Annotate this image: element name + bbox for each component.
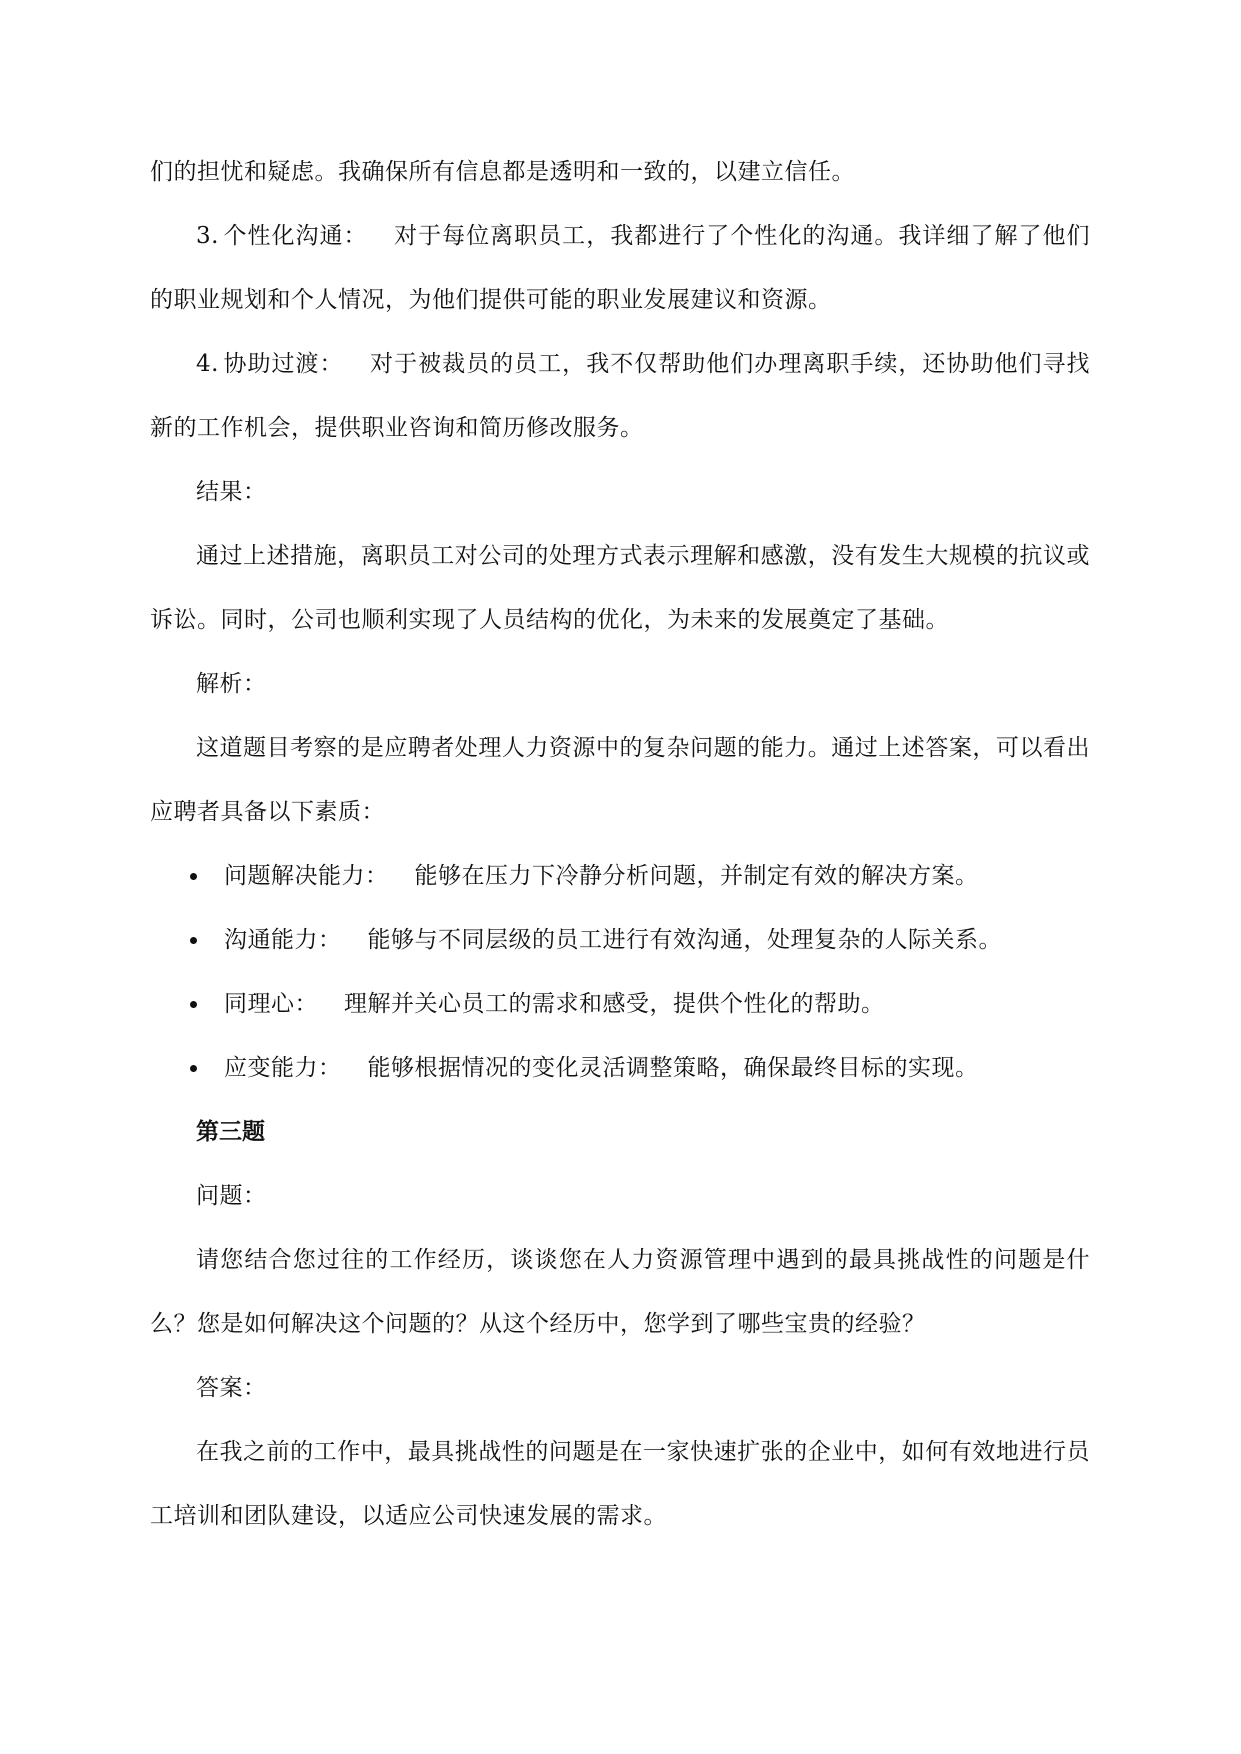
item-number: 3. <box>196 223 219 249</box>
bullet-icon <box>190 1065 197 1072</box>
numbered-item-4 <box>150 332 1090 460</box>
qualities-list <box>150 844 1090 1100</box>
item-text: 对于每位离职员工，我都进行了个性化的沟通。我详细了解了他们的职业规划和个人情况，为他们提供可能的职业发展建议和资源。 <box>150 223 1091 313</box>
section-heading: 第三题 <box>196 1119 265 1145</box>
bullet-text: 理解并关心员工的需求和感受，提供个性化的帮助。 <box>344 991 885 1017</box>
analysis-paragraph: 这道题目考察的是应聘者处理人力资源中的复杂问题的能力。通过上述答案，可以看出应聘者具备以下素质： <box>150 735 1090 825</box>
bullet-label: 沟通能力： <box>224 927 342 953</box>
answer-label: 答案： <box>196 1375 267 1401</box>
bullet-icon <box>190 937 197 944</box>
numbered-item-3 <box>150 204 1090 332</box>
paragraph-continuation: 们的担忧和疑虑。我确保所有信息都是透明和一致的，以建立信任。 <box>150 159 855 185</box>
bullet-label: 问题解决能力： <box>224 863 389 889</box>
list-item <box>150 844 1090 908</box>
item-number: 4. <box>196 351 219 377</box>
question-label: 问题： <box>196 1183 267 1209</box>
bullet-icon <box>190 1001 197 1008</box>
result-label: 结果： <box>196 479 267 505</box>
list-item <box>150 1036 1090 1100</box>
answer-paragraph: 在我之前的工作中，最具挑战性的问题是在一家快速扩张的企业中，如何有效地进行员工培训和团队建设，以适应公司快速发展的需求。 <box>150 1439 1090 1529</box>
bullet-text: 能够在压力下冷静分析问题，并制定有效的解决方案。 <box>414 863 979 889</box>
bullet-label: 应变能力： <box>224 1055 342 1081</box>
list-item <box>150 908 1090 972</box>
bullet-icon <box>190 873 197 880</box>
question-paragraph: 请您结合您过往的工作经历，谈谈您在人力资源管理中遇到的最具挑战性的问题是什么？您是如何解决这个问题的？从这个经历中，您学到了哪些宝贵的经验？ <box>150 1247 1090 1337</box>
analysis-label: 解析： <box>196 671 267 697</box>
list-item <box>150 972 1090 1036</box>
bullet-text: 能够与不同层级的员工进行有效沟通，处理复杂的人际关系。 <box>367 927 1002 953</box>
bullet-label: 同理心： <box>224 991 318 1017</box>
document-body <box>150 140 1090 1548</box>
result-paragraph: 通过上述措施，离职员工对公司的处理方式表示理解和感激，没有发生大规模的抗议或诉讼。同时，公司也顺利实现了人员结构的优化，为未来的发展奠定了基础。 <box>150 543 1090 633</box>
bullet-text: 能够根据情况的变化灵活调整策略，确保最终目标的实现。 <box>367 1055 979 1081</box>
item-text: 对于被裁员的员工，我不仅帮助他们办理离职手续，还协助他们寻找新的工作机会，提供职业咨询和简历修改服务。 <box>150 351 1091 441</box>
item-label: 个性化沟通： <box>222 223 368 249</box>
item-label: 协助过渡： <box>222 351 344 377</box>
